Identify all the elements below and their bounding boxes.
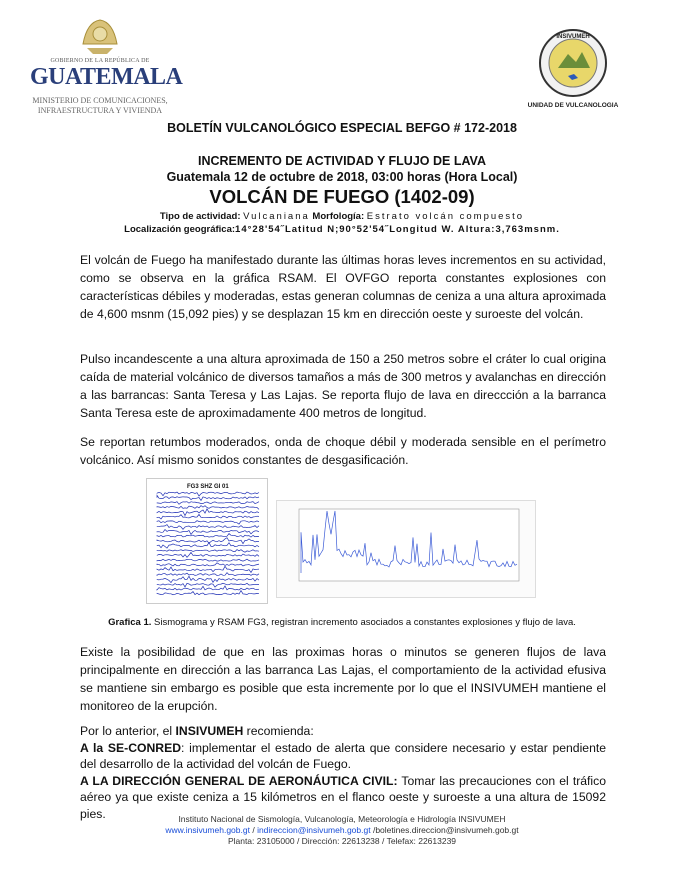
- guatemala-government-logo: [30, 14, 183, 115]
- figure-caption: [0, 617, 684, 628]
- activity-value: Vulcaniana: [243, 211, 310, 222]
- rec-conred-text: : implementar el estado de alerta que considere necesario y estar pendiente del desarrollo de la actividad del volcán de Fuego.: [80, 740, 607, 771]
- gt-logo-wordmark: GUATEMALA: [30, 64, 183, 90]
- location-value: 14°28'54˝Latitud N;90°52'54˝Longitud W. Altura:3,763msnm.: [235, 224, 560, 235]
- rsam-plot: [277, 501, 535, 597]
- location-label: Localización geográfica:: [124, 224, 236, 235]
- rec-intro-org: INSIVUMEH: [175, 724, 244, 738]
- recommendations-intro: [80, 723, 606, 740]
- insivumeh-seal-icon: [538, 28, 608, 98]
- seismogram-plot: [147, 479, 267, 603]
- rec-intro-suffix: recomienda:: [243, 724, 314, 738]
- bulletin-title: INCREMENTO DE ACTIVIDAD Y FLUJO DE LAVA: [198, 154, 486, 168]
- rec-conred-label: A la SE-CONRED: [80, 740, 182, 755]
- website-link[interactable]: www.insivumeh.gob.gt: [165, 825, 250, 835]
- activity-line: [0, 211, 684, 222]
- bulletin-date: Guatemala 12 de octubre de 2018, 03:00 horas (Hora Local): [166, 170, 518, 184]
- seismogram-label: FG3 SHZ GI 01: [187, 484, 229, 490]
- footer-contacts: [0, 825, 684, 836]
- volcano-name: VOLCÁN DE FUEGO (1402-09): [209, 186, 475, 207]
- gt-ministry-line-1: MINISTERIO DE COMUNICACIONES,: [32, 96, 168, 105]
- quetzal-emblem-icon: [77, 14, 123, 58]
- activity-label: Tipo de actividad:: [159, 211, 241, 222]
- insivumeh-logo: [527, 28, 619, 114]
- footer-email-2: /boletines.direccion@insivumeh.gob.gt: [370, 825, 519, 835]
- morphology-label: Morfología:: [312, 211, 365, 222]
- paragraph-rumbles: Se reportan retumbos moderados, onda de choque débil y moderada sensible en el perímetro volcánico. Así mismo sonidos constantes de desgasificación.: [80, 435, 606, 467]
- bulletin-number: BOLETÍN VULCANOLÓGICO ESPECIAL BEFGO # 172-2018: [167, 121, 517, 135]
- recommendations: [80, 723, 606, 822]
- caption-text: Sismograma y RSAM FG3, registran incremento asociados a constantes explosiones y flujo de lava.: [151, 617, 576, 628]
- paragraph-activity: El volcán de Fuego ha manifestado durante las últimas horas leves incrementos en su actividad, como se observa en la gráfica RSAM. El OVFGO reporta constantes explosiones con características débiles y moderadas, estas generan columnas de ceniza a una altura aproximada de 4,600 msnm (15,092 pies) y se desplazan 15 km en dirección oeste y suroeste del volcán.: [80, 253, 606, 321]
- insivumeh-seal-text: INSIVUMEH: [556, 34, 590, 40]
- rec-dgac-label: A LA DIRECCIÓN GENERAL DE AERONÁUTICA CIVIL:: [80, 773, 398, 788]
- insivumeh-unit-label: UNIDAD DE VULCANOLOGIA: [527, 102, 619, 109]
- location-line: [0, 224, 684, 235]
- rsam-axes-frame: [299, 509, 519, 581]
- page-footer: [0, 814, 684, 847]
- seismogram-figure: [146, 478, 268, 604]
- gt-ministry-line-2: INFRAESTRUCTURA Y VIVIENDA: [37, 106, 163, 115]
- rsam-figure: [276, 500, 536, 598]
- morphology-value: Estrato volcán compuesto: [366, 211, 525, 222]
- paragraph-possibility: Existe la posibilidad de que en las proximas horas o minutos se generen flujos de lava principalmente en dirección a las barranca Las Lajas, el comportamiento de la actividad efusiva se mantiene sin embargo es posible que esta incremente por lo que el INSIVUMEH mantiene el monitoreo de la erupción.: [80, 645, 606, 713]
- gt-logo-small-text: GOBIERNO DE LA REPÚBLICA DE: [50, 58, 150, 64]
- gt-logo-ministry: [30, 96, 170, 116]
- rec-intro-prefix: Por lo anterior, el: [80, 724, 176, 738]
- footer-phones: Planta: 23105000 / Dirección: 22613238 / Telefax: 22613239: [227, 836, 457, 846]
- rec-dgac-text: Tomar las precauciones con el tráfico aéreo ya que existe ceniza a 15 kilómetros en el flanco oeste y suroeste a una altura de 15092 pies.: [80, 773, 607, 821]
- email-link[interactable]: indireccion@insivumeh.gob.gt: [257, 825, 371, 835]
- caption-label: Grafica 1.: [108, 617, 152, 628]
- footer-sep: /: [249, 825, 258, 835]
- recommendation-conred: [80, 740, 606, 773]
- footer-institute: Instituto Nacional de Sismología, Vulcanología, Meteorología e Hidrología INSIVUMEH: [178, 814, 506, 824]
- paragraph-incandescence: Pulso incandescente a una altura aproximada de 150 a 250 metros sobre el cráter lo cual origina caída de material volcánico de diversos tamaños a más de 300 metros y avalanchas en dirección a las barrancas: Santa Teresa y Las Lajas. Se reporta flujo de lava en direccción a la barranca Santa Teresa este de aproximadamente 400 metros de longitud.: [80, 352, 606, 420]
